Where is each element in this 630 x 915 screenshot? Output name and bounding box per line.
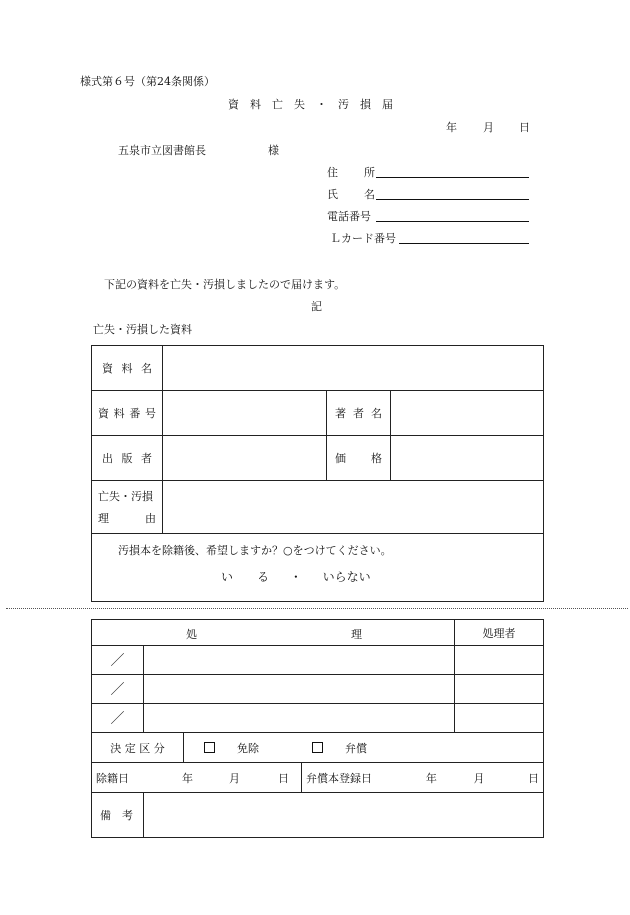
comp-registration-label: 弁償本登録日 (306, 771, 372, 785)
process-date-cell[interactable]: ／ (92, 675, 144, 704)
disposal-question: 汚損本を除籍後、希望しますか？○をつけてください。 (118, 544, 392, 557)
section-label: 亡失・汚損した資料 (93, 323, 192, 336)
removal-date-cell[interactable]: 除籍日 年 月 日 (92, 763, 302, 793)
option-discard[interactable]: いらない (322, 570, 371, 584)
addressee: 五泉市立図書館長 (118, 144, 206, 157)
office-table (91, 619, 544, 838)
process-entry[interactable] (144, 675, 455, 704)
decision-label-cell: 決 定 区 分 (92, 733, 184, 763)
address-label: 住 所 (327, 166, 375, 179)
price-label-cell: 価 格 (327, 436, 391, 481)
disposal-cell (92, 534, 544, 602)
removal-date-label: 除籍日 (96, 771, 129, 785)
form-title: 資 料 亡 失 ・ 汚 損 届 (228, 98, 393, 111)
statement: 下記の資料を亡失・汚損しましたので届けます。 (104, 278, 346, 291)
handler-entry[interactable] (455, 704, 544, 733)
comp-registration-date-cell[interactable]: 弁償本登録日 年 月 日 (302, 763, 544, 793)
process-header: 処 理 (92, 620, 455, 646)
process-date-cell[interactable]: ／ (92, 704, 144, 733)
author-label-cell: 著 者 名 (327, 391, 391, 436)
card-number-field[interactable] (399, 243, 529, 244)
number-label-cell: 資 料 番 号 (92, 391, 163, 436)
decision-options (184, 733, 544, 763)
compensation-checkbox[interactable] (312, 742, 323, 753)
exempt-checkbox[interactable] (204, 742, 215, 753)
publisher-field[interactable] (163, 436, 327, 481)
honorific: 様 (268, 144, 279, 157)
process-entry[interactable] (144, 646, 455, 675)
phone-field[interactable] (376, 221, 529, 222)
title-label-cell: 資 料 名 (92, 346, 163, 391)
compensation-label: 弁償 (345, 741, 367, 755)
disposal-options (92, 568, 543, 585)
form-number-label: 様式第６号（第24条関係） (80, 75, 215, 88)
remarks-label-cell: 備 考 (92, 793, 144, 838)
cut-line (6, 608, 628, 609)
remarks-field[interactable] (144, 793, 544, 838)
reason-field[interactable] (163, 481, 544, 534)
reason-label-cell: 亡失・汚損 理 由 (92, 481, 163, 534)
price-field[interactable] (391, 436, 544, 481)
material-table (91, 345, 544, 602)
date-day-label: 日 (519, 121, 530, 134)
name-field[interactable] (376, 199, 529, 200)
option-separator: ・ (289, 570, 302, 584)
handler-entry[interactable] (455, 646, 544, 675)
handler-entry[interactable] (455, 675, 544, 704)
ki-label: 記 (311, 300, 322, 313)
exempt-label: 免除 (237, 741, 259, 755)
handler-header: 処理者 (455, 620, 544, 646)
process-date-cell[interactable]: ／ (92, 646, 144, 675)
process-entry[interactable] (144, 704, 455, 733)
name-label: 氏 名 (327, 188, 375, 201)
author-field[interactable] (391, 391, 544, 436)
date-year-label: 年 (446, 121, 457, 134)
phone-label: 電話番号 (327, 210, 371, 223)
title-field[interactable] (163, 346, 544, 391)
address-field[interactable] (376, 177, 529, 178)
date-month-label: 月 (483, 121, 494, 134)
number-field[interactable] (163, 391, 327, 436)
card-number-label: Ｌカード番号 (330, 232, 396, 245)
option-keep[interactable]: い る (221, 570, 270, 584)
publisher-label-cell: 出 版 者 (92, 436, 163, 481)
